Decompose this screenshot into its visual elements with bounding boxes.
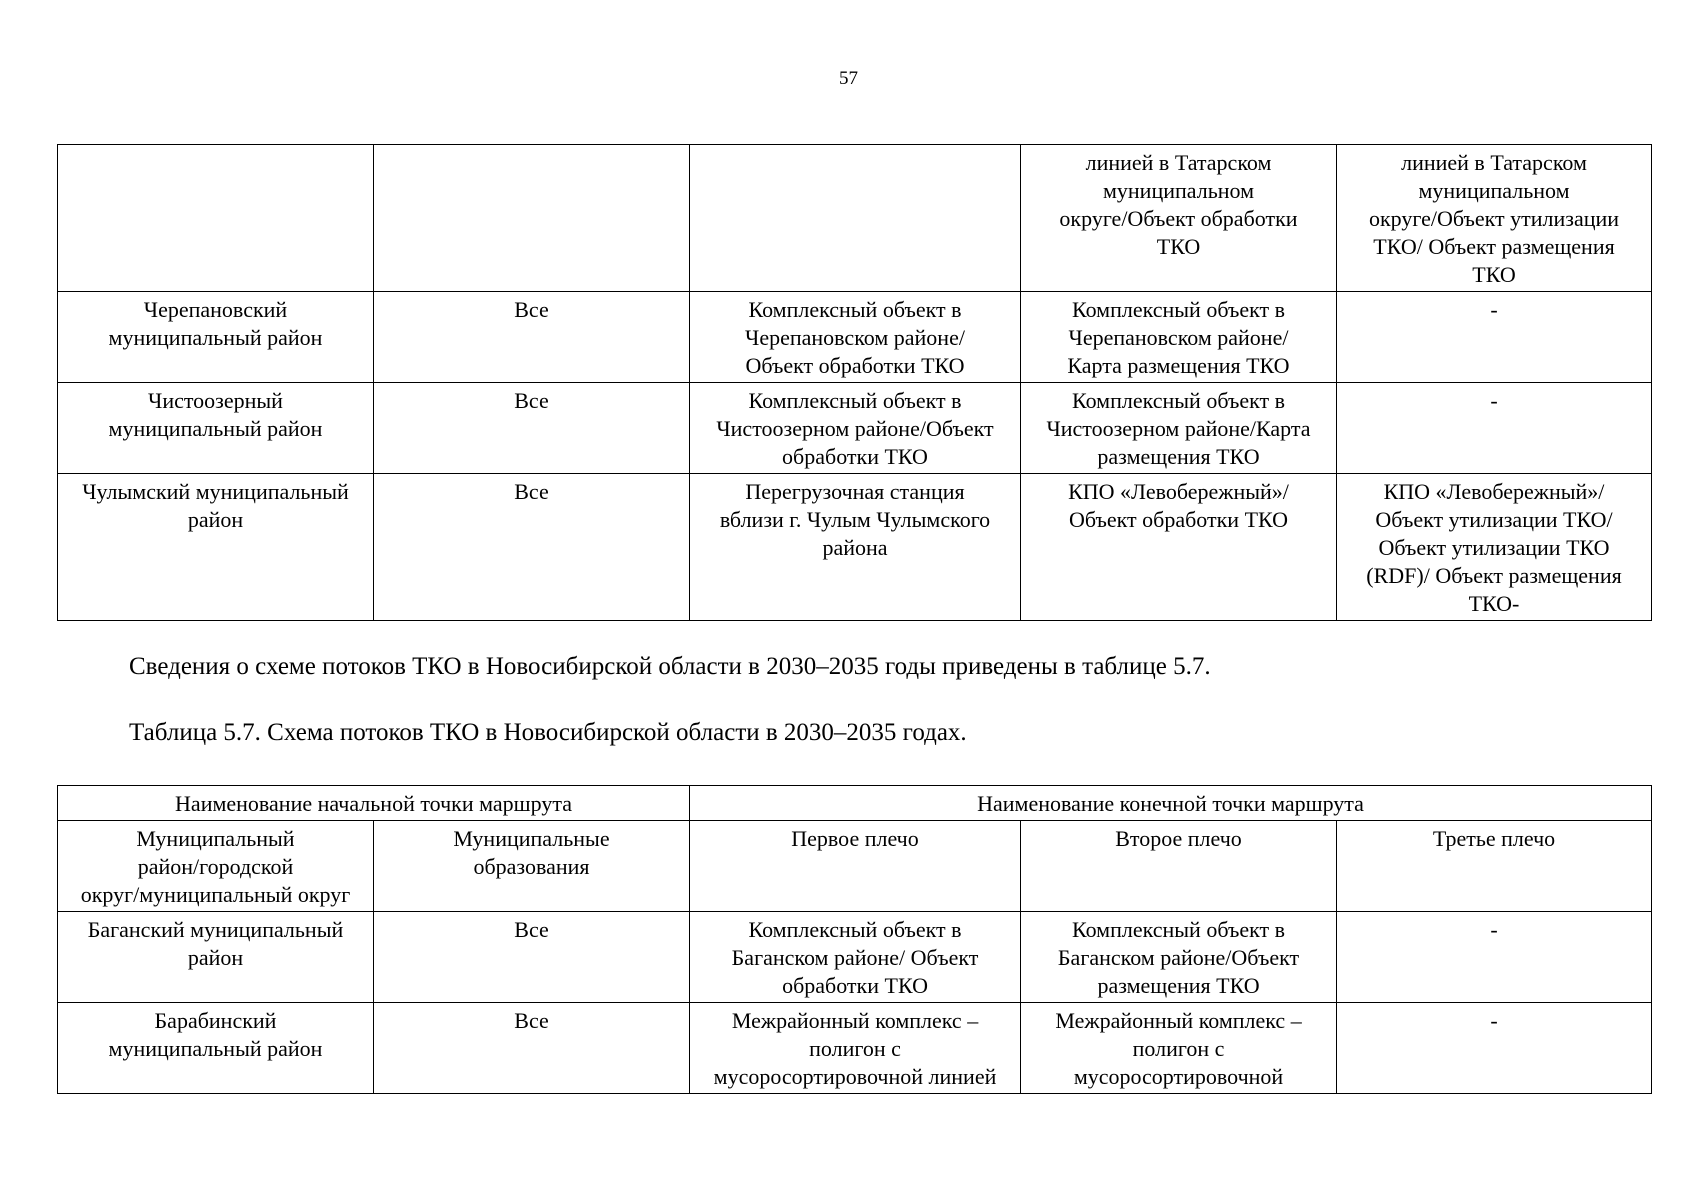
route-scheme-table [57,785,1652,1094]
table-row [58,383,1652,474]
table-cell [58,145,374,292]
table-cell: - [1337,292,1652,383]
table-row [58,145,1652,292]
column-header: Второе плечо [1021,821,1337,912]
table-cell: Баганский муниципальный район [58,912,374,1003]
table-cell: Комплексный объект в Баганском районе/Объект размещения ТКО [1021,912,1337,1003]
table-row [58,1003,1652,1094]
table-cell: - [1337,1003,1652,1094]
table-cell: Все [374,912,690,1003]
intro-paragraph: Сведения о схеме потоков ТКО в Новосибирской области в 2030–2035 годы приведены в таблице 5.7. [129,653,1211,680]
table-cell: Все [374,383,690,474]
table-cell [690,145,1021,292]
group-header-end: Наименование конечной точки маршрута [690,786,1652,821]
table-cell: КПО «Левобережный»/ Объект утилизации ТКО/ Объект утилизации ТКО (RDF)/ Объект размещения ТКО- [1337,474,1652,621]
table-row [58,912,1652,1003]
table-cell: Чулымский муниципальный район [58,474,374,621]
table-cell: Межрайонный комплекс – полигон с мусоросортировочной [1021,1003,1337,1094]
table-cell: Все [374,474,690,621]
table-cell: Все [374,292,690,383]
table-cell: Комплексный объект в Чистоозерном районе/Карта размещения ТКО [1021,383,1337,474]
table-cell [374,145,690,292]
column-header: Муниципальный район/городской округ/муниципальный округ [58,821,374,912]
table-cell: Все [374,1003,690,1094]
table-cell: Перегрузочная станция вблизи г. Чулым Чулымского района [690,474,1021,621]
table-cell: линией в Татарском муниципальном округе/Объект обработки ТКО [1021,145,1337,292]
table-cell: Межрайонный комплекс – полигон с мусоросортировочной линией [690,1003,1021,1094]
table-cell: линией в Татарском муниципальном округе/Объект утилизации ТКО/ Объект размещения ТКО [1337,145,1652,292]
table-row [58,292,1652,383]
table-cell: Комплексный объект в Чистоозерном районе/Объект обработки ТКО [690,383,1021,474]
table-group-header-row [58,786,1652,821]
table-row [58,474,1652,621]
page-number: 57 [839,68,858,89]
table-cell: Барабинский муниципальный район [58,1003,374,1094]
group-header-start: Наименование начальной точки маршрута [58,786,690,821]
table-cell: Чистоозерный муниципальный район [58,383,374,474]
column-header: Муниципальные образования [374,821,690,912]
table-caption: Таблица 5.7. Схема потоков ТКО в Новосибирской области в 2030–2035 годах. [129,719,967,746]
column-header: Третье плечо [1337,821,1652,912]
table-cell: КПО «Левобережный»/ Объект обработки ТКО [1021,474,1337,621]
table-cell: - [1337,912,1652,1003]
table-cell: Комплексный объект в Баганском районе/ Объект обработки ТКО [690,912,1021,1003]
continued-route-table [57,144,1652,621]
table-cell: Комплексный объект в Черепановском районе/ Объект обработки ТКО [690,292,1021,383]
table-header-row [58,821,1652,912]
table-cell: Черепановский муниципальный район [58,292,374,383]
table-cell: Комплексный объект в Черепановском районе/ Карта размещения ТКО [1021,292,1337,383]
column-header: Первое плечо [690,821,1021,912]
table-cell: - [1337,383,1652,474]
